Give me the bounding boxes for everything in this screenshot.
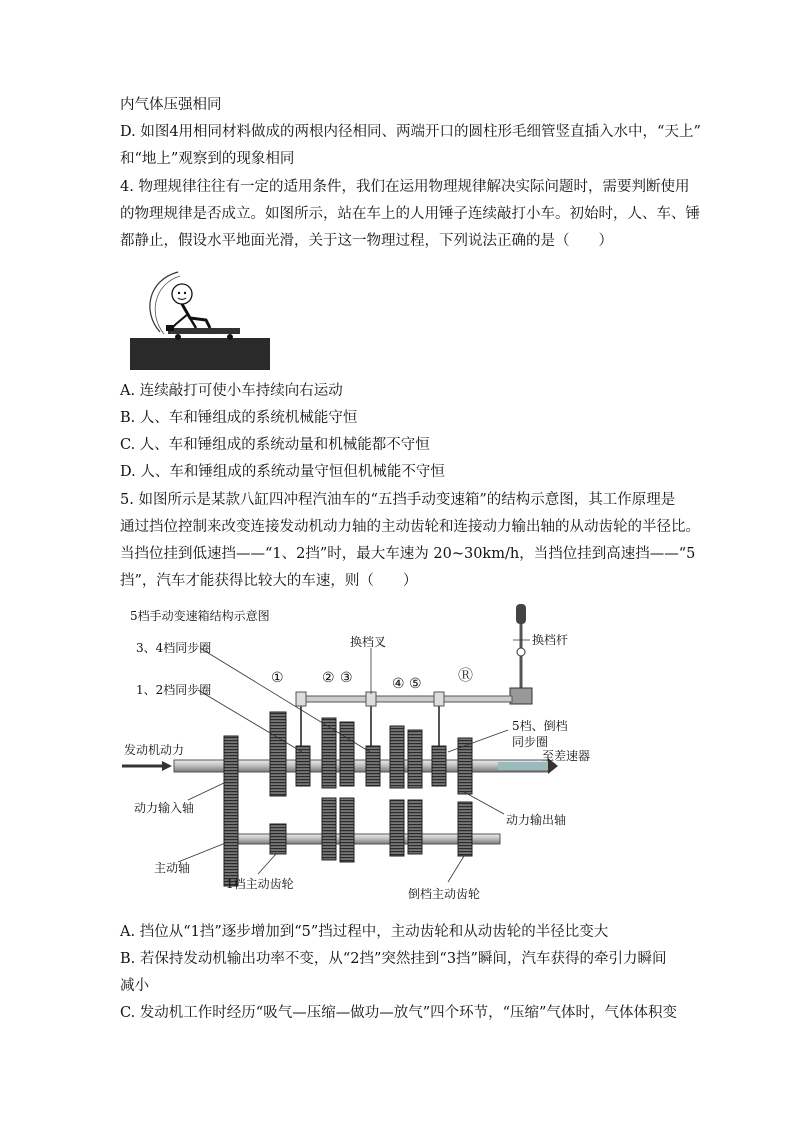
label-output-shaft: 动力输出轴 <box>506 813 567 827</box>
diagram-title: 5档手动变速箱结构示意图 <box>130 609 270 623</box>
gear-marker-r: Ⓡ <box>458 666 474 684</box>
gear-2-drive <box>322 798 336 860</box>
question-5-line-1: 5. 如图所示是某款八缸四冲程汽油车的“五挡手动变速箱”的结构示意图，其工作原理是 <box>120 492 676 508</box>
question-4-line-3: 都静止，假设水平地面光滑，关于这一物理过程，下列说法正确的是（ ） <box>120 233 613 249</box>
gear-5-drive <box>408 800 422 854</box>
reverse-gear-driven <box>458 738 472 794</box>
label-main-shaft: 主动轴 <box>154 861 191 875</box>
label-reverse-drive: 倒档主动齿轮 <box>408 887 481 901</box>
sync-5-r <box>432 746 446 786</box>
question-5-line-4: 挡”，汽车才能获得比较大的车速，则（ ） <box>120 573 418 589</box>
shift-lever-base <box>510 688 532 704</box>
gear-1-drive <box>270 824 286 854</box>
gear-1-driven <box>270 712 286 796</box>
cart-wheel-left <box>175 334 181 340</box>
label-input-shaft: 动力输入轴 <box>134 801 195 815</box>
reverse-gear-drive <box>458 802 472 856</box>
input-shaft <box>174 760 224 772</box>
gear-2-driven <box>322 718 336 788</box>
fork-rail <box>296 696 512 702</box>
label-sync-1-2: 1、2档同步圈 <box>136 683 212 697</box>
text-line-1: 内气体压强相同 <box>120 97 222 113</box>
hammer-cart-figure <box>130 262 270 370</box>
question-5-line-2: 通过挡位控制来改变连接发动机动力轴的主动齿轮和连接动力输出轴的从动齿轮的半径比。 <box>120 519 700 535</box>
option-c: C. 人、车和锤组成的系统动量和机械能都不守恒 <box>120 437 430 453</box>
gear-5-driven <box>408 730 422 788</box>
label-sync-3-4: 3、4档同步圈 <box>136 641 212 655</box>
gear-marker-2: ② <box>322 670 335 686</box>
question-5-line-3: 当挡位挂到低速挡——“1、2挡”时，最大车速为 20~30km/h，当挡位挂到高速挡——“5 <box>120 546 696 562</box>
gear-marker-4: ④ <box>392 676 405 692</box>
label-engine-power: 发动机动力 <box>124 743 185 757</box>
gear-3-drive <box>340 798 354 862</box>
q5-option-b-line-1: B. 若保持发动机输出功率不变，从“2挡”突然挂到“3挡”瞬间，汽车获得的牵引力瞬间 <box>120 951 667 967</box>
q5-option-a: A. 挡位从“1挡”逐步增加到“5”挡过程中，主动齿轮和从动齿轮的半径比变大 <box>120 924 609 940</box>
label-differential: 至差速器 <box>542 749 591 763</box>
sync-1-2 <box>296 746 310 786</box>
label-sync-5-r-1: 5档、倒档 <box>512 719 568 733</box>
q5-option-c: C. 发动机工作时经历“吸气—压缩—做功—放气”四个环节，“压缩”气体时，气体体积变 <box>120 1005 677 1021</box>
option-d: D. 人、车和锤组成的系统动量守恒但机械能不守恒 <box>120 464 445 480</box>
ground <box>130 338 270 370</box>
gear-marker-1: ① <box>271 670 284 686</box>
gear-marker-3: ③ <box>340 670 353 686</box>
q5-option-b-line-2: 减小 <box>120 978 149 994</box>
person-head <box>172 284 192 304</box>
cart-wheel-right <box>227 334 233 340</box>
label-lever: 换档杆 <box>532 633 569 647</box>
option-d-line-2: 和“地上”观察到的现象相同 <box>120 151 295 167</box>
option-a: A. 连续敲打可使小车持续向右运动 <box>120 383 343 399</box>
label-sync-5-r-2: 同步圈 <box>512 735 549 749</box>
gear-marker-5: ⑤ <box>409 676 422 692</box>
sync-3-4 <box>366 746 380 786</box>
option-d-line-1: D. 如图4用相同材料做成的两根内径相同、两端开口的圆柱形毛细管竖直插入水中，“天上” <box>120 124 701 140</box>
gear-4-drive <box>390 800 404 856</box>
label-gear-1-drive: 1档主动齿轮 <box>226 877 294 891</box>
label-fork: 换档叉 <box>350 635 387 649</box>
option-b: B. 人、车和锤组成的系统机械能守恒 <box>120 410 358 426</box>
question-4-line-2: 的物理规律是否成立。如图所示，站在车上的人用锤子连续敲打小车。初始时，人、车、锤 <box>120 206 700 222</box>
input-gear <box>224 736 238 886</box>
gear-4-driven <box>390 726 404 788</box>
question-4-line-1: 4. 物理规律往往有一定的适用条件，我们在运用物理规律解决实际问题时，需要判断使用 <box>120 179 690 195</box>
gearbox-diagram <box>118 602 618 912</box>
gear-3-driven <box>340 722 354 786</box>
shift-lever-knob <box>516 604 526 624</box>
cart <box>168 328 240 334</box>
hammer <box>166 325 174 331</box>
hammer-swing-arc <box>150 272 178 332</box>
